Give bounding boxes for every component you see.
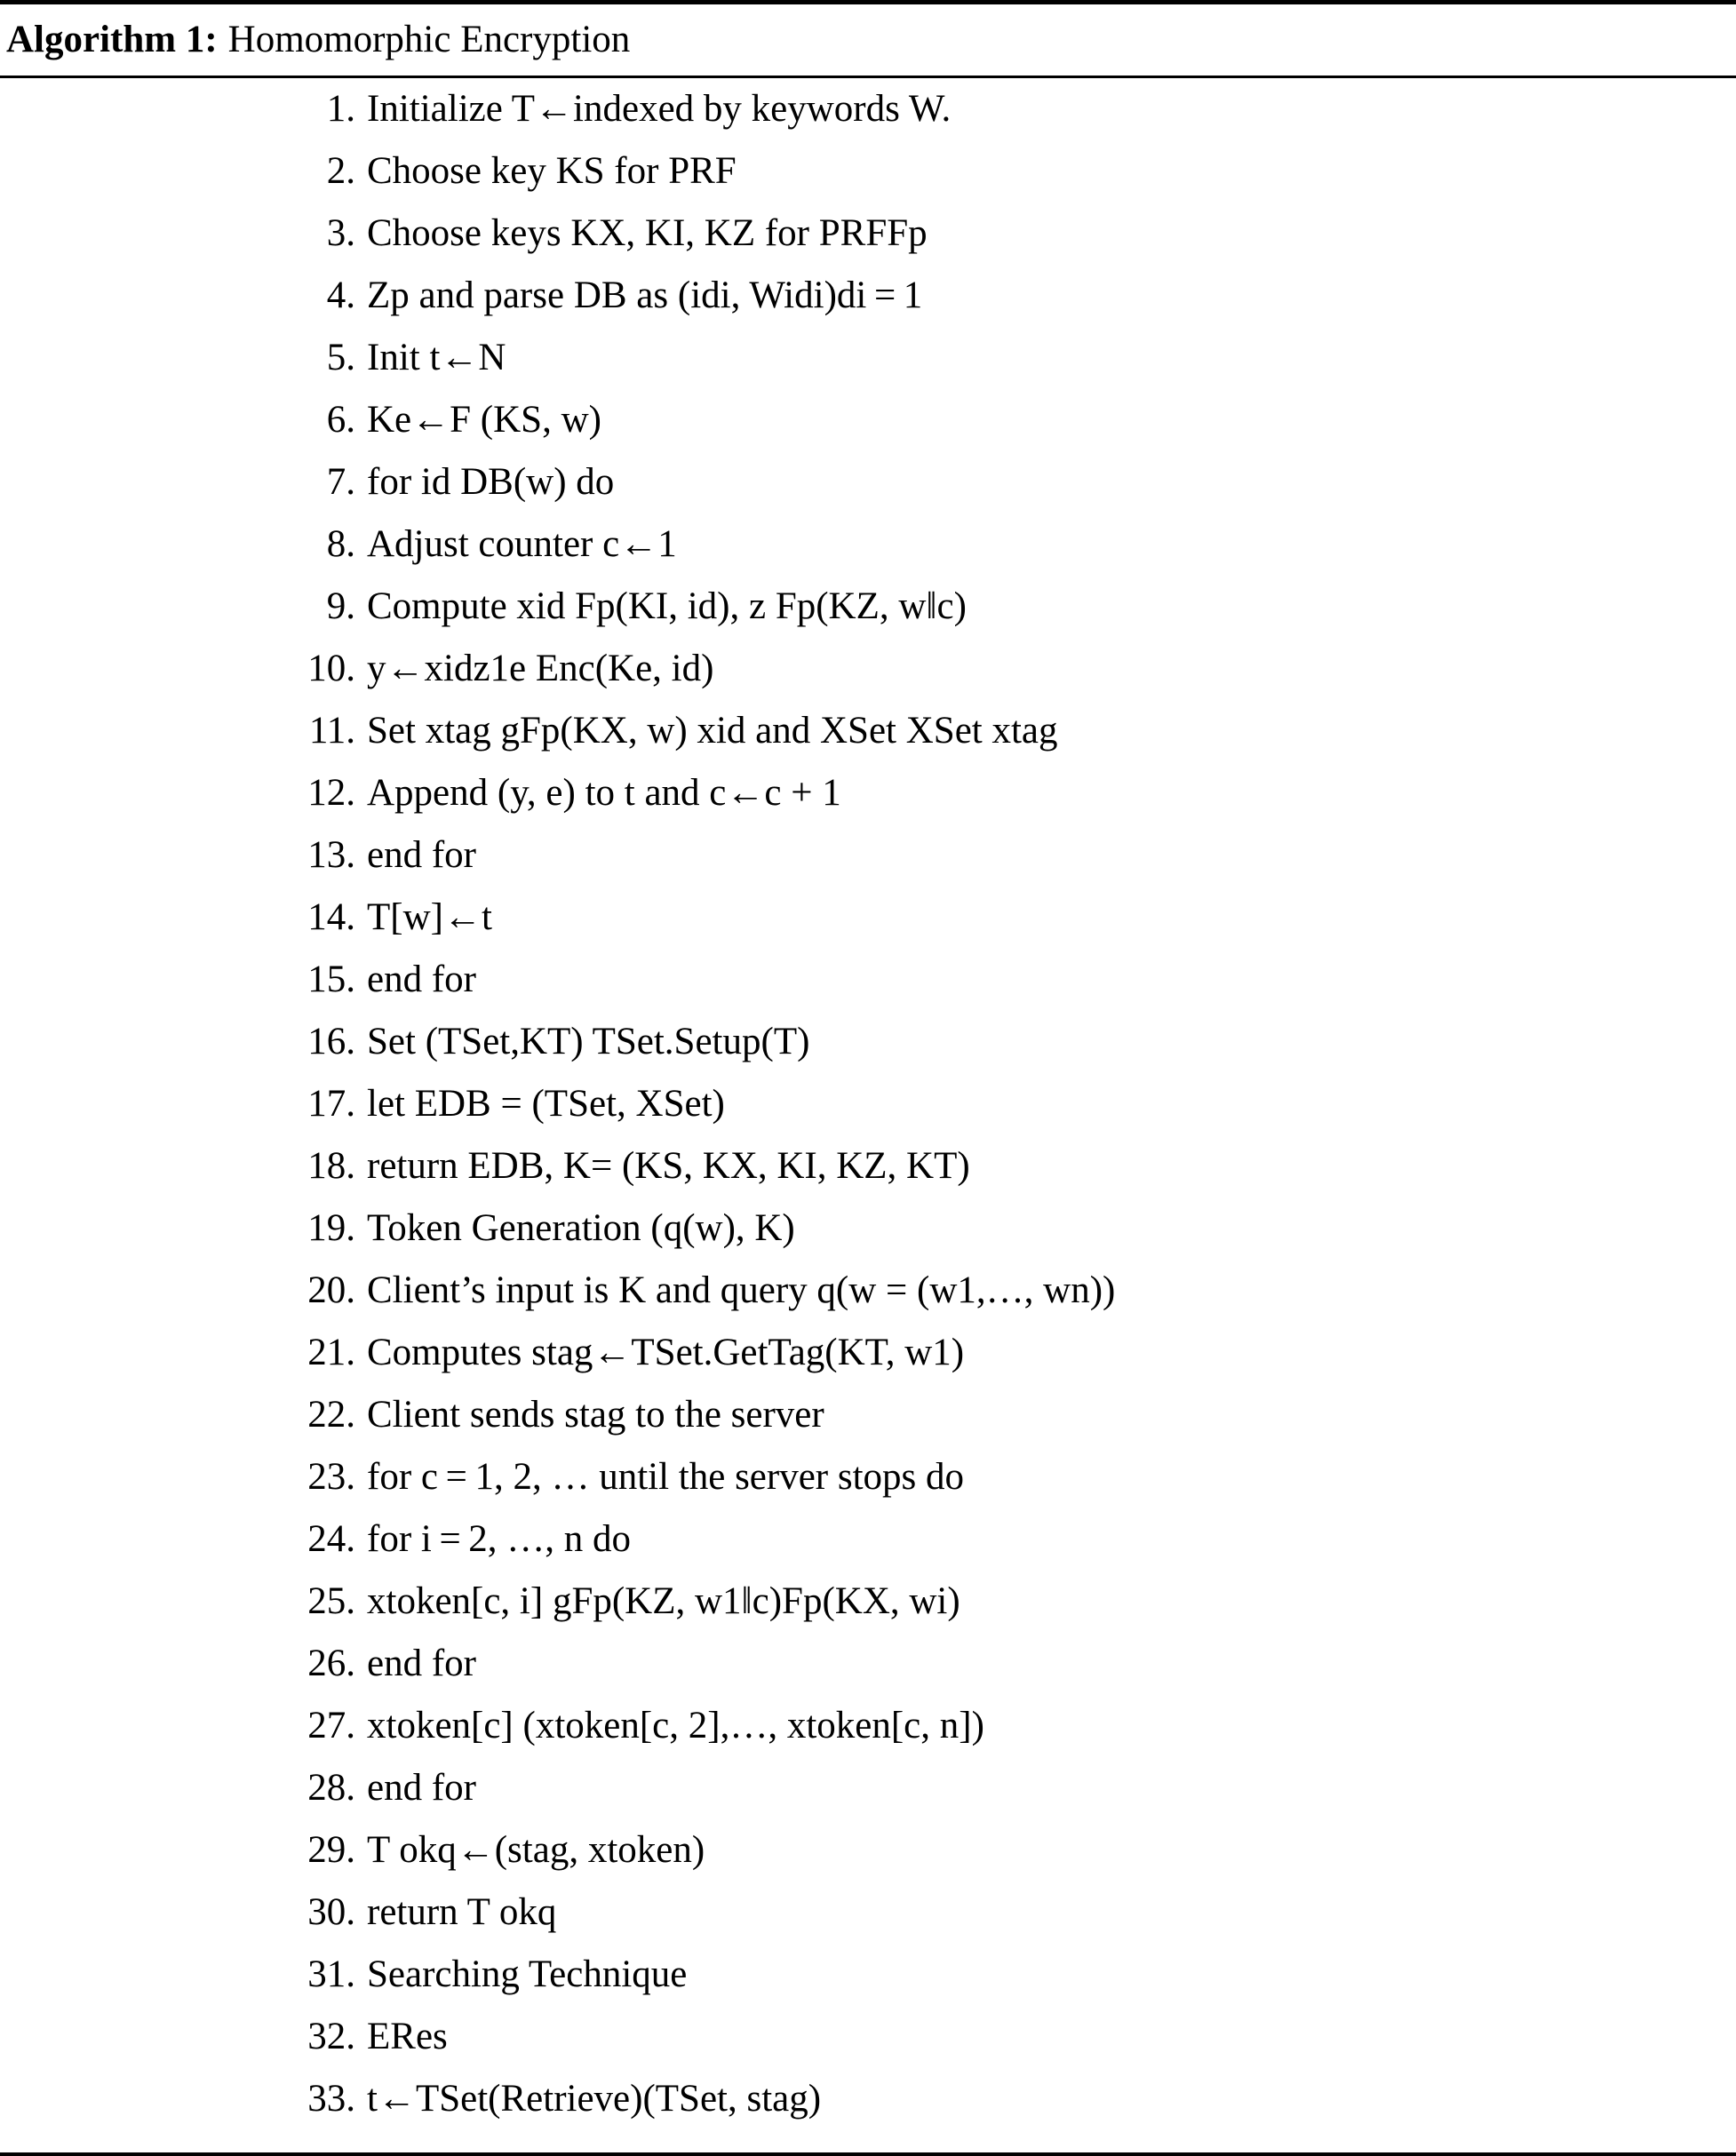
step-number: 10. bbox=[307, 648, 355, 689]
step-text: end for bbox=[367, 1767, 476, 1809]
step-number: 14. bbox=[307, 896, 355, 938]
step-text: Client’s input is K and query q(w = (w1,…, wn)) bbox=[367, 1269, 1116, 1311]
algorithm-step bbox=[0, 1944, 1736, 2006]
step-text: Zp and parse DB as (idi, Widi)di = 1 bbox=[367, 274, 923, 316]
algorithm-step bbox=[0, 1197, 1736, 1260]
step-text: xtoken[c] (xtoken[c, 2],…, xtoken[c, n]) bbox=[367, 1705, 984, 1746]
algorithm-step bbox=[0, 78, 1736, 140]
step-text: Compute xid Fp(KI, id), z Fp(KZ, w‖c) bbox=[367, 585, 967, 627]
step-text: Choose keys KX, KI, KZ for PRFFp bbox=[367, 212, 928, 254]
step-text: xtoken[c, i] gFp(KZ, w1‖c)Fp(KX, wi) bbox=[367, 1580, 960, 1622]
algorithm-header bbox=[0, 4, 1736, 76]
step-text: Choose key KS for PRF bbox=[367, 150, 737, 192]
algorithm-step bbox=[0, 451, 1736, 513]
algorithm-step bbox=[0, 949, 1736, 1011]
algorithm-step bbox=[0, 824, 1736, 887]
algorithm-step bbox=[0, 1695, 1736, 1757]
step-text: Token Generation (q(w), K) bbox=[367, 1207, 795, 1249]
step-number: 8. bbox=[326, 523, 355, 565]
step-text: return T okq bbox=[367, 1891, 557, 1933]
step-text: y←xidz1e Enc(Ke, id) bbox=[367, 648, 714, 689]
step-number: 3. bbox=[326, 212, 355, 254]
algorithm-step bbox=[0, 513, 1736, 576]
step-number: 32. bbox=[307, 2016, 355, 2057]
step-text: Ke←F (KS, w) bbox=[367, 399, 601, 441]
step-number: 9. bbox=[326, 585, 355, 627]
algorithm-title: Homomorphic Encryption bbox=[227, 19, 631, 60]
step-text: end for bbox=[367, 834, 476, 876]
step-number: 33. bbox=[307, 2078, 355, 2120]
step-number: 1. bbox=[326, 88, 355, 130]
step-text: for i = 2, …, n do bbox=[367, 1518, 632, 1560]
step-text: T okq←(stag, xtoken) bbox=[367, 1829, 705, 1871]
algorithm-step bbox=[0, 1571, 1736, 1633]
step-text: Initialize T←indexed by keywords W. bbox=[367, 88, 952, 130]
algorithm-step bbox=[0, 389, 1736, 451]
step-number: 5. bbox=[326, 337, 355, 378]
step-text: Set (TSet,KT) TSet.Setup(T) bbox=[367, 1021, 810, 1062]
step-number: 18. bbox=[307, 1145, 355, 1187]
step-number: 24. bbox=[307, 1518, 355, 1560]
algorithm-step bbox=[0, 638, 1736, 700]
algorithm-step bbox=[0, 1011, 1736, 1073]
step-text: Computes stag←TSet.GetTag(KT, w1) bbox=[367, 1332, 965, 1373]
step-number: 30. bbox=[307, 1891, 355, 1933]
step-number: 17. bbox=[307, 1083, 355, 1125]
step-text: end for bbox=[367, 959, 476, 1000]
bottom-rule bbox=[0, 2152, 1736, 2156]
step-number: 25. bbox=[307, 1580, 355, 1622]
step-number: 15. bbox=[307, 959, 355, 1000]
step-text: t←TSet(Retrieve)(TSet, stag) bbox=[367, 2078, 822, 2120]
step-number: 11. bbox=[308, 710, 355, 752]
algorithm-steps bbox=[0, 78, 1736, 2130]
step-number: 16. bbox=[307, 1021, 355, 1062]
step-number: 2. bbox=[326, 150, 355, 192]
step-text: Set xtag gFp(KX, w) xid and XSet XSet xtag bbox=[367, 710, 1058, 752]
step-number: 31. bbox=[307, 1953, 355, 1995]
step-number: 28. bbox=[307, 1767, 355, 1809]
algorithm-step bbox=[0, 887, 1736, 949]
step-number: 19. bbox=[307, 1207, 355, 1249]
algorithm-step bbox=[0, 327, 1736, 389]
step-text: ERes bbox=[367, 2016, 448, 2057]
algorithm-step bbox=[0, 1446, 1736, 1508]
step-text: Adjust counter c←1 bbox=[367, 523, 677, 565]
algorithm-step bbox=[0, 1508, 1736, 1571]
step-number: 21. bbox=[307, 1332, 355, 1373]
step-text: T[w]←t bbox=[367, 896, 492, 938]
step-text: return EDB, K= (KS, KX, KI, KZ, KT) bbox=[367, 1145, 970, 1187]
step-number: 27. bbox=[307, 1705, 355, 1746]
algorithm-step bbox=[0, 762, 1736, 824]
algorithm-step bbox=[0, 2006, 1736, 2068]
algorithm-step bbox=[0, 1260, 1736, 1322]
step-number: 23. bbox=[307, 1456, 355, 1498]
algorithm-step bbox=[0, 1073, 1736, 1135]
step-text: Searching Technique bbox=[367, 1953, 688, 1995]
step-text: Append (y, e) to t and c←c + 1 bbox=[367, 772, 841, 814]
algorithm-step bbox=[0, 140, 1736, 203]
algorithm-step bbox=[0, 700, 1736, 762]
algorithm-step bbox=[0, 203, 1736, 265]
algorithm-step bbox=[0, 1135, 1736, 1197]
algorithm-step bbox=[0, 576, 1736, 638]
step-number: 22. bbox=[307, 1394, 355, 1436]
step-text: end for bbox=[367, 1643, 476, 1684]
algorithm-step bbox=[0, 1819, 1736, 1882]
step-text: let EDB = (TSet, XSet) bbox=[367, 1083, 725, 1125]
algorithm-step bbox=[0, 1384, 1736, 1446]
step-number: 4. bbox=[326, 274, 355, 316]
step-text: for c = 1, 2, … until the server stops do bbox=[367, 1456, 965, 1498]
step-number: 7. bbox=[326, 461, 355, 503]
step-number: 20. bbox=[307, 1269, 355, 1311]
step-text: Client sends stag to the server bbox=[367, 1394, 824, 1436]
algorithm-step bbox=[0, 1882, 1736, 1944]
step-text: Init t←N bbox=[367, 337, 506, 378]
algorithm-step bbox=[0, 1757, 1736, 1819]
step-number: 26. bbox=[307, 1643, 355, 1684]
step-number: 6. bbox=[326, 399, 355, 441]
algorithm-step bbox=[0, 2068, 1736, 2130]
step-number: 13. bbox=[307, 834, 355, 876]
step-text: for id DB(w) do bbox=[367, 461, 615, 503]
step-number: 29. bbox=[307, 1829, 355, 1871]
algorithm-label: Algorithm 1: bbox=[6, 19, 218, 60]
step-number: 12. bbox=[307, 772, 355, 814]
algorithm-step bbox=[0, 1322, 1736, 1384]
algorithm-step bbox=[0, 1633, 1736, 1695]
algorithm-step bbox=[0, 265, 1736, 327]
